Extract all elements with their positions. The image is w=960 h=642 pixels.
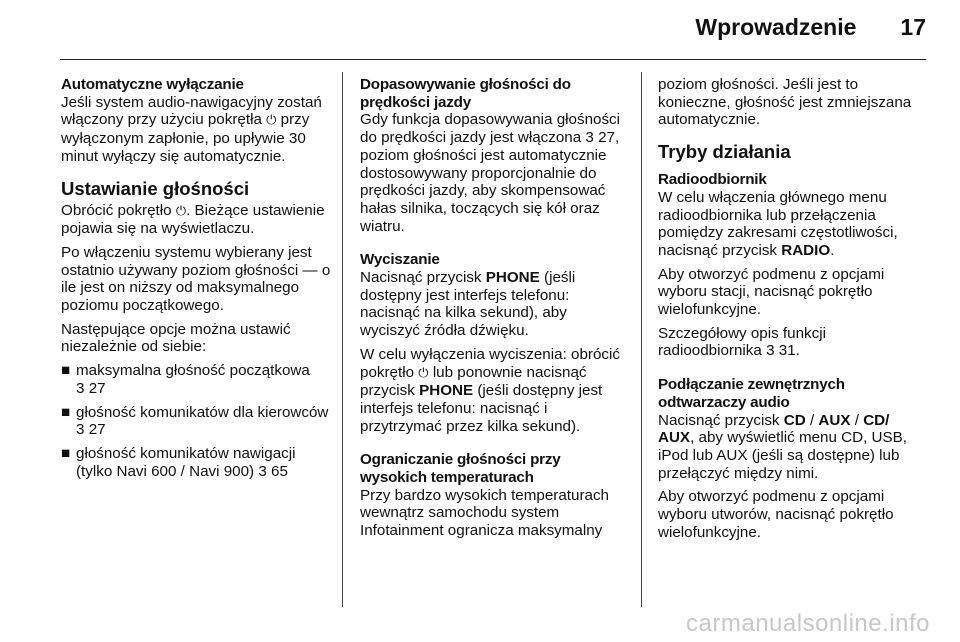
section-heading-modes: Tryby działania (658, 141, 791, 163)
list-item: ■ głośność komunikatów nawigacji (tylko Navi 600 / Navi 900) 3 65 (61, 444, 296, 480)
section-heading-speed-volume: Dopasowywanie głośności do prędkości jazdy (360, 76, 571, 111)
paragraph: Przy bardzo wysokich temperaturach wewnątrz samochodu system Infotainment ogranicza maksymalny (360, 486, 610, 540)
power-knob-icon: ⏻ (266, 113, 277, 129)
list-item: ■ głośność komunikatów dla kierowców 3 27 (61, 403, 329, 439)
page-reference[interactable]: 65 (271, 462, 288, 480)
section-heading-temp-limit: Ograniczanie głośności przy wysokich temperaturach (360, 451, 561, 487)
column-divider-2 (641, 72, 642, 607)
paragraph: Gdy funkcja dopasowywania głośności do prędkości jazdy jest włączona 3 27, poziom głośności jest automatycznie dostosowywany proporcjonalnie do prędkości jazdy, aby skompensować hałas silnika, toczących się kół oraz wiatru. (360, 111, 621, 235)
list-item: ■ maksymalna głośność początkowa 3 27 (61, 362, 310, 397)
paragraph: W celu wyłączenia wyciszenia: obrócić pokrętło ⏻ lub ponownie nacisnąć przycisk PHONE (jeśli dostępny jest interfejs telefonu: nacisnąć i przytrzymać przez kilka sekund). (360, 345, 620, 435)
aux-button-label: AUX (818, 411, 851, 429)
column-1 (61, 76, 331, 486)
paragraph: Nacisnąć przycisk CD / AUX / CD/ AUX, aby wyświetlić menu CD, USB, iPod lub AUX (jeśli są dostępne) lub przełączyć między nimi. (658, 411, 907, 482)
column-3 (658, 76, 928, 547)
radio-button-label: RADIO (781, 241, 831, 259)
page-reference[interactable]: 27 (88, 421, 106, 439)
page-reference[interactable]: 31. (778, 342, 800, 360)
paragraph: poziom głośności. Jeśli jest to konieczne, głośność jest zmniejszana automatycznie. (658, 76, 912, 129)
page-number: 17 (900, 14, 926, 40)
square-bullet-icon: ■ (61, 403, 71, 421)
cd-button-label: CD (783, 411, 806, 429)
paragraph: Jeśli system audio-nawigacyjny zostań włączony przy użyciu pokrętła ⏻ przy wyłączonym zapłonie, po upływie 30 minut wyłączy się automatycznie. (61, 93, 322, 165)
subsection-heading-external-audio: Podłączanie zewnętrznych odtwarzaczy audio (658, 376, 845, 411)
column-2 (360, 76, 630, 546)
page-reference[interactable]: 27 (88, 379, 106, 397)
paragraph: Nacisnąć przycisk PHONE (jeśli dostępny jest interfejs telefonu: nacisnąć na kilka sekund), aby wyciszyć źródła dźwięku. (360, 269, 576, 340)
paragraph: Aby otworzyć podmenu z opcjami wyboru stacji, nacisnąć pokrętło wielofunkcyjne. (658, 265, 885, 319)
power-knob-icon: ⏻ (418, 365, 429, 381)
header-rule (60, 59, 926, 60)
subsection-heading-radio: Radioodbiornik (658, 171, 767, 189)
square-bullet-icon: ■ (61, 362, 71, 380)
phone-button-label: PHONE (419, 382, 474, 400)
page-reference-arrow-icon: 3 (766, 342, 775, 360)
page-title: Wprowadzenie (695, 14, 857, 40)
paragraph: Aby otworzyć podmenu z opcjami wyboru utworów, nacisnąć pokrętło wielofunkcyjne. (658, 488, 894, 541)
paragraph: Następujące opcje można ustawić niezależnie od siebie: (61, 320, 291, 356)
section-heading-mute: Wyciszanie (360, 251, 440, 269)
paragraph: Obrócić pokrętło ⏻. Bieżące ustawienie pojawia się na wyświetlaczu. (61, 201, 325, 238)
paragraph: Po włączeniu systemu wybierany jest ostatnio używany poziom głośności — o ile jest on niższy od maksymalnego poziomu początkowego. (61, 243, 331, 315)
paragraph: W celu włączenia głównego menu radioodbiornika lub przełączenia pomiędzy zakresami częstotliwości, nacisnąć przycisk RADIO. (658, 188, 898, 259)
square-bullet-icon: ■ (61, 444, 71, 462)
watermark: carmanualsonline.info (686, 610, 930, 637)
paragraph: Szczegółowy opis funkcji radioodbiornika 3 31. (658, 324, 826, 360)
page-reference[interactable]: 27 (598, 129, 616, 147)
page-reference-arrow-icon: 3 (76, 379, 85, 397)
page-reference-arrow-icon: 3 (258, 462, 267, 480)
cd-aux-button-label: CD/ AUX (658, 411, 890, 447)
phone-button-label: PHONE (485, 269, 540, 287)
page-header (695, 14, 926, 41)
power-knob-icon: ⏻ (175, 203, 187, 219)
page-reference-arrow-icon: 3 (585, 129, 594, 147)
section-heading-auto-off: Automatyczne wyłączanie (61, 76, 244, 93)
section-heading-volume: Ustawianie głośności (61, 177, 250, 199)
page-reference-arrow-icon: 3 (76, 421, 85, 439)
column-divider-1 (342, 72, 343, 607)
